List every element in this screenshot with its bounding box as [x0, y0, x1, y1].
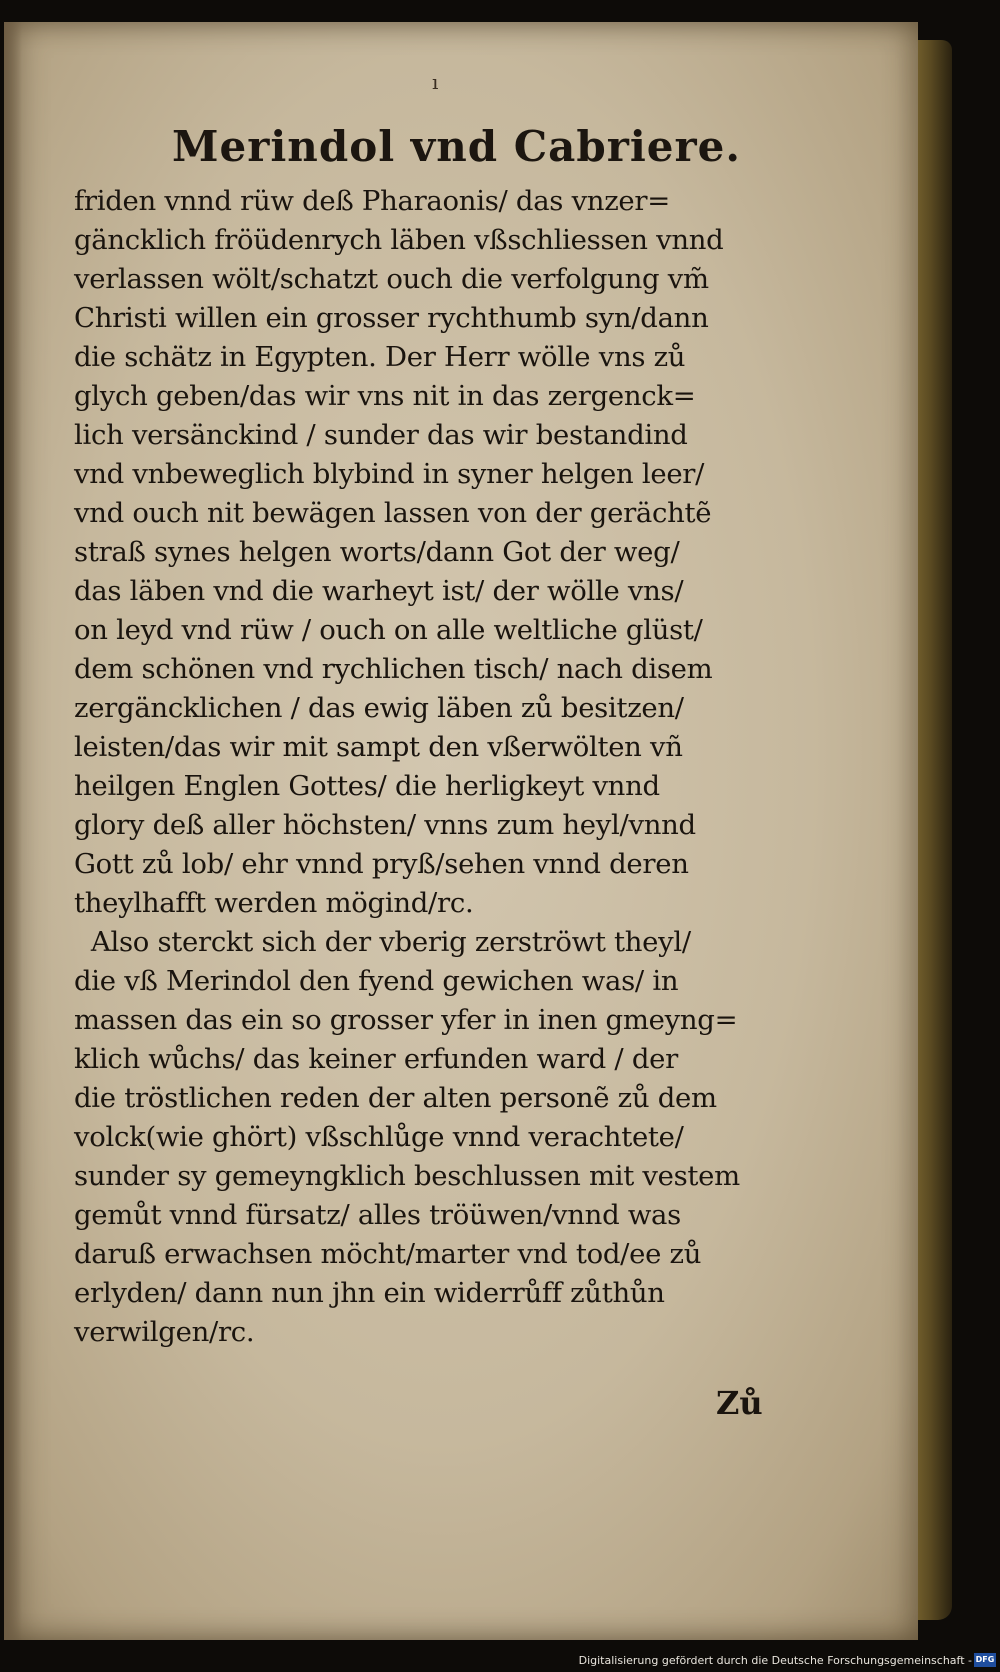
book-page	[4, 22, 918, 1640]
text-line: dem schönen vnd rychlichen tisch/ nach disem	[74, 653, 713, 685]
text-line: vnd vnbeweglich blybind in syner helgen leer/	[74, 458, 705, 490]
text-line: gäncklich fröüdenrych läben vßschliessen vnnd	[74, 224, 724, 256]
text-line: lich versänckind / sunder das wir bestandind	[74, 419, 688, 451]
text-line: verlassen wölt/schatzt ouch die verfolgung vm̃	[74, 263, 709, 295]
text-line: das läben vnd die warheyt ist/ der wölle vns/	[74, 575, 684, 607]
catchword: Zů	[716, 1384, 763, 1422]
text-block	[74, 182, 774, 1352]
text-line: gemůt vnnd fürsatz/ alles tröüwen/vnnd was	[74, 1199, 681, 1231]
running-head: Merindol vnd Cabriere.	[172, 122, 742, 171]
text-line: leisten/das wir mit sampt den vßerwölten vñ	[74, 731, 683, 763]
folio-mark: ı	[432, 70, 439, 94]
text-line: massen das ein so grosser yfer in inen gmeyng=	[74, 1004, 738, 1036]
text-line: glory deß aller höchsten/ vnns zum heyl/vnnd	[74, 809, 696, 841]
text-line: verwilgen/rc.	[74, 1316, 255, 1348]
text-line: vnd ouch nit bewägen lassen von der gerächtẽ	[74, 497, 712, 529]
text-line: daruß erwachsen möcht/marter vnd tod/ee zů	[74, 1238, 702, 1270]
text-line: sunder sy gemeyngklich beschlussen mit vestem	[74, 1160, 740, 1192]
text-line: die vß Merindol den fyend gewichen was/ in	[74, 965, 679, 997]
text-line: klich wůchs/ das keiner erfunden ward / der	[74, 1043, 678, 1075]
text-line: Gott zů lob/ ehr vnnd pryß/sehen vnnd deren	[74, 848, 689, 880]
digitization-credit: Digitalisierung gefördert durch die Deutsche Forschungsgemeinschaft -	[578, 1654, 972, 1667]
text-line: Christi willen ein grosser rychthumb syn/dann	[74, 302, 709, 334]
text-line: zergäncklichen / das ewig läben zů besitzen/	[74, 692, 684, 724]
text-line: erlyden/ dann nun jhn ein widerrůff zůthůn	[74, 1277, 665, 1309]
dfg-logo: DFG	[974, 1653, 996, 1667]
text-line: theylhafft werden mögind/rc.	[74, 887, 474, 919]
text-line: die schätz in Egypten. Der Herr wölle vns zů	[74, 341, 686, 373]
text-line: straß synes helgen worts/dann Got der weg/	[74, 536, 680, 568]
text-line: friden vnnd rüw deß Pharaonis/ das vnzer=	[74, 185, 670, 217]
text-line: heilgen Englen Gottes/ die herligkeyt vnnd	[74, 770, 660, 802]
text-line: volck(wie ghört) vßschlůge vnnd verachtete/	[74, 1121, 684, 1153]
text-line: on leyd vnd rüw / ouch on alle weltliche glüst/	[74, 614, 703, 646]
text-line: die tröstlichen reden der alten personẽ zů dem	[74, 1082, 717, 1114]
text-line: Also sterckt sich der vberig zerströwt theyl/	[74, 926, 691, 958]
text-line: glych geben/das wir vns nit in das zergenck=	[74, 380, 696, 412]
